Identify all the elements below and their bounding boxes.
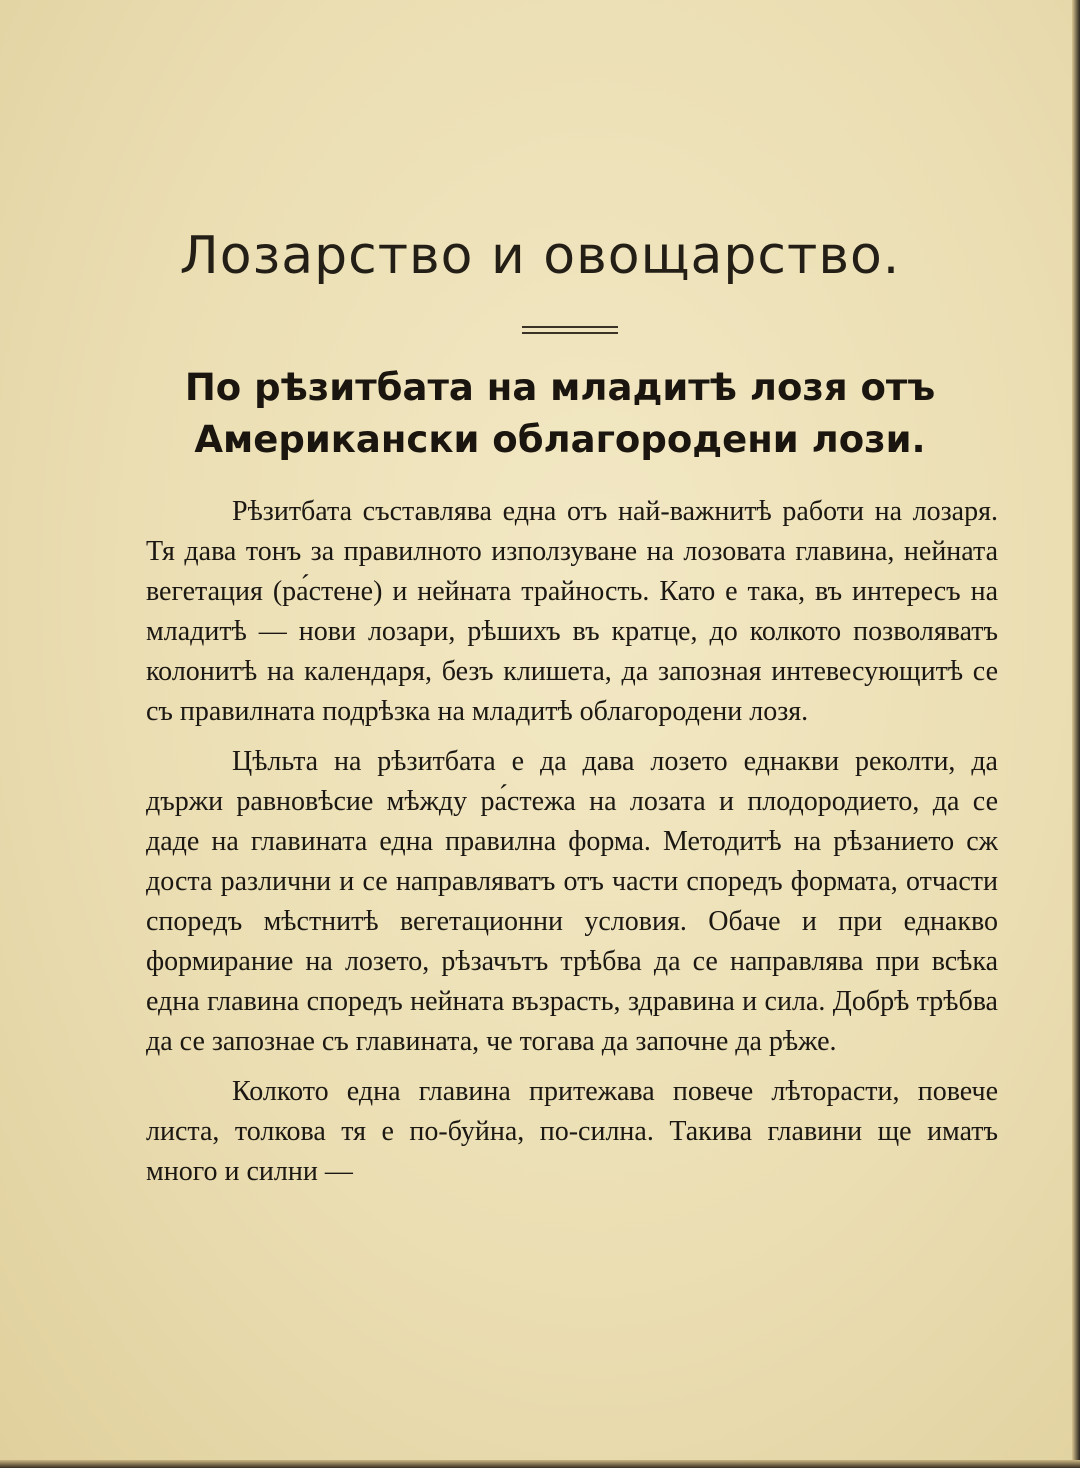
title-double-rule xyxy=(522,326,618,334)
article-body xyxy=(146,492,998,1202)
paragraph: Рѣзитбата съставлява една отъ най-важнитѣ работи на лозаря. Тя дава тонъ за правилното използуване на лозовата главина, нейната вегетация (ра́стене) и нейната трайность. Като е така, въ интересъ на младитѣ — нови лозари, рѣшихъ въ кратце, до колкото позволяватъ колонитѣ на календаря, безъ клишета, да запозная интевесующитѣ се съ правилната подрѣзка на младитѣ облагородени лозя. xyxy=(146,496,998,727)
section-title: Лозарство и овощарство. xyxy=(179,226,901,286)
article-title: По рѣзитбата на младитѣ лозя отъ Американски облагородени лози. xyxy=(184,366,936,461)
page-edge-right xyxy=(1072,0,1080,1468)
paragraph: Цѣльта на рѣзитбата е да дава лозето еднакви реколти, да държи равновѣсие мѣжду ра́стежа на лозата и плодородието, да се даде на главината една правилна форма. Методитѣ на рѣзанието сж доста различни и се направляватъ отъ части споредъ формата, отчасти споредъ мѣстнитѣ вегетационни условия. Обаче и при еднакво формирание на лозето, рѣзачътъ трѣбва да се направлява при всѣка една главина споредъ нейната възрасть, здравина и сила. Добрѣ трѣбва да се запознае съ главината, че тогава да започне да рѣже. xyxy=(146,746,998,1057)
paragraph: Колкото една главина притежава повече лѣторасти, повече листа, толкова тя е по-буйна, по-силна. Такива главини ще иматъ много и силни — xyxy=(146,1076,998,1187)
page-edge-bottom xyxy=(0,1460,1080,1468)
